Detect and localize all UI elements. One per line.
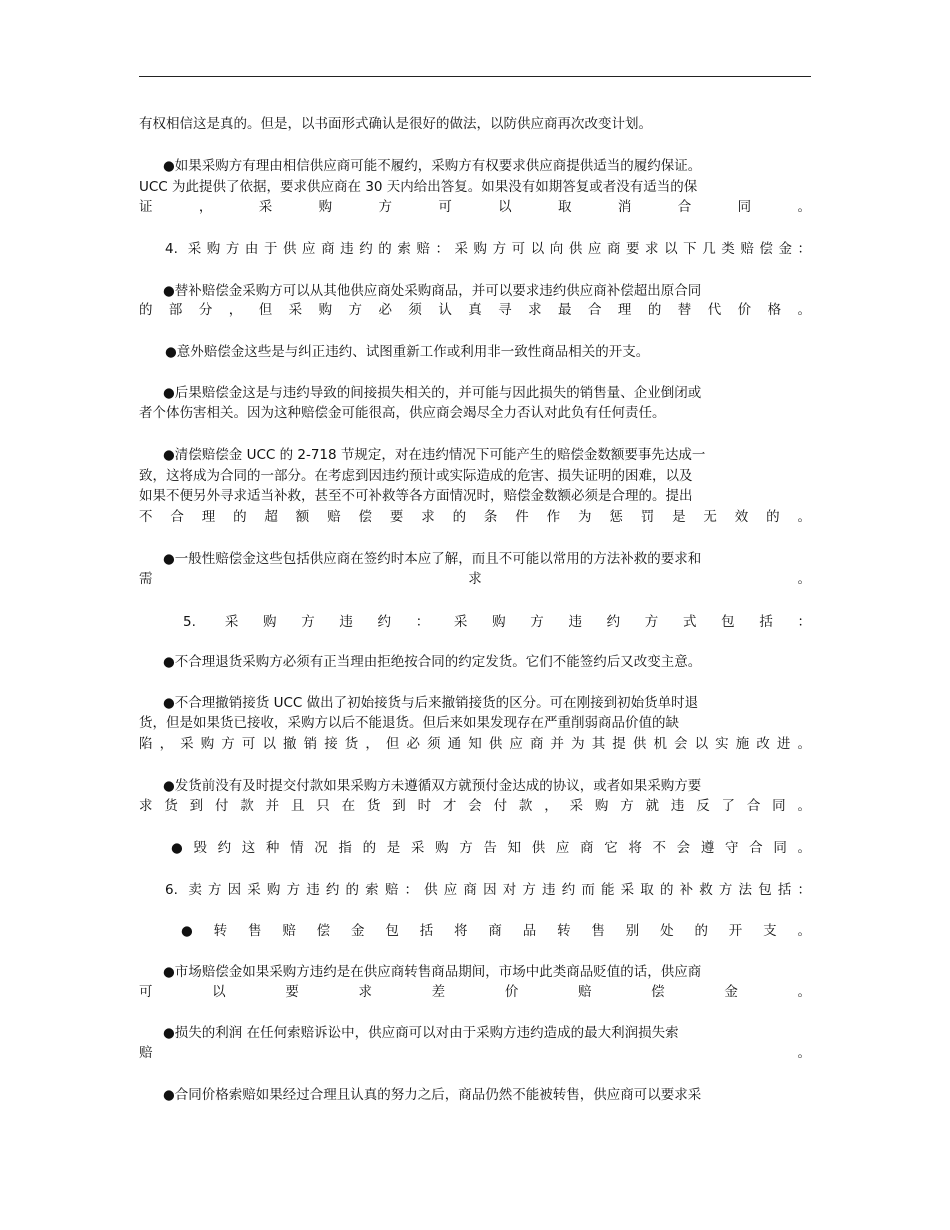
text-line: ●市场赔偿金如果采购方违约是在供应商转售商品期间，市场中此类商品贬值的话，供应商 [163, 964, 702, 980]
text-line: 如果不便另外寻求适当补救，甚至不可补救等各方面情况时，赔偿金数额必须是合理的。提出 [139, 488, 693, 504]
text-line: UCC 为此提供了依据，要求供应商在 30 天内给出答复。如果没有如期答复或者没有适当的保 [139, 179, 698, 195]
text-line: ●替补赔偿金采购方可以从其他供应商处采购商品，并可以要求违约供应商补偿超出原合同 [163, 283, 702, 299]
section-heading: 6. 卖方因采购方违约的索赔：供应商因对方违约而能采取的补救方法包括： [165, 882, 811, 898]
text-line: 不合理的超额赔偿要求的条件作为惩罚是无效的。 [139, 509, 811, 525]
text-line: ●合同价格索赔如果经过合理且认真的努力之后，商品仍然不能被转售，供应商可以要求采 [163, 1087, 702, 1103]
text-line: ●毁约这种情况指的是采购方告知供应商它将不会遵守合同。 [171, 840, 811, 856]
text-line: 陷，采购方可以撤销接货，但必须通知供应商并为其提供机会以实施改进。 [139, 736, 811, 752]
header-rule [139, 76, 811, 77]
text-line: 可以要求差价赔偿金。 [139, 984, 811, 1000]
section-heading: 5. 采购方违约：采购方违约方式包括： [183, 614, 811, 630]
text-line: 赔。 [139, 1045, 811, 1061]
text-line: 货，但是如果货已接收，采购方以后不能退货。但后来如果发现存在严重削弱商品价值的缺 [139, 715, 679, 731]
text-line: 证，采购方可以取消合同。 [139, 199, 811, 215]
text-line: ●不合理退货采购方必须有正当理由拒绝按合同的约定发货。它们不能签约后又改变主意。 [163, 654, 702, 670]
text-line: ●后果赔偿金这是与违约导致的间接损失相关的，并可能与因此损失的销售量、企业倒闭或 [163, 385, 702, 401]
text-line: ●如果采购方有理由相信供应商可能不履约，采购方有权要求供应商提供适当的履约保证。 [163, 158, 702, 174]
text-line: ●发货前没有及时提交付款如果采购方未遵循双方就预付金达成的协议，或者如果采购方要 [163, 778, 702, 794]
text-line: ●一般性赔偿金这些包括供应商在签约时本应了解，而且不可能以常用的方法补救的要求和 [163, 551, 702, 567]
text-line: 需求。 [139, 571, 811, 587]
text-line: ●意外赔偿金这些是与纠正违约、试图重新工作或利用非一致性商品相关的开支。 [165, 344, 650, 360]
text-line: 致，这将成为合同的一部分。在考虑到因违约预计或实际造成的危害、损失证明的困难，以及 [139, 468, 693, 484]
text-line: ●清偿赔偿金 UCC 的 2-718 节规定，对在违约情况下可能产生的赔偿金数额要事先达成一 [163, 447, 706, 463]
text-line: ●不合理撤销接货 UCC 做出了初始接货与后来撤销接货的区分。可在刚接到初始货单时退 [163, 695, 699, 711]
text-line: 的部分，但采购方必须认真寻求最合理的替代价格。 [139, 302, 811, 318]
text-line: ●损失的利润 在任何索赔诉讼中，供应商可以对由于采购方违约造成的最大利润损失索 [163, 1025, 679, 1041]
text-line: 者个体伤害相关。因为这种赔偿金可能很高，供应商会竭尽全力否认对此负有任何责任。 [139, 405, 666, 421]
text-line: ●转售赔偿金包括将商品转售别处的开支。 [181, 923, 811, 939]
text-line: 求货到付款并且只在货到时才会付款，采购方就违反了合同。 [139, 798, 811, 814]
text-line: 有权相信这是真的。但是，以书面形式确认是很好的做法，以防供应商再次改变计划。 [139, 116, 652, 132]
section-heading: 4. 采购方由于供应商违约的索赔：采购方可以向供应商要求以下几类赔偿金： [165, 241, 811, 257]
